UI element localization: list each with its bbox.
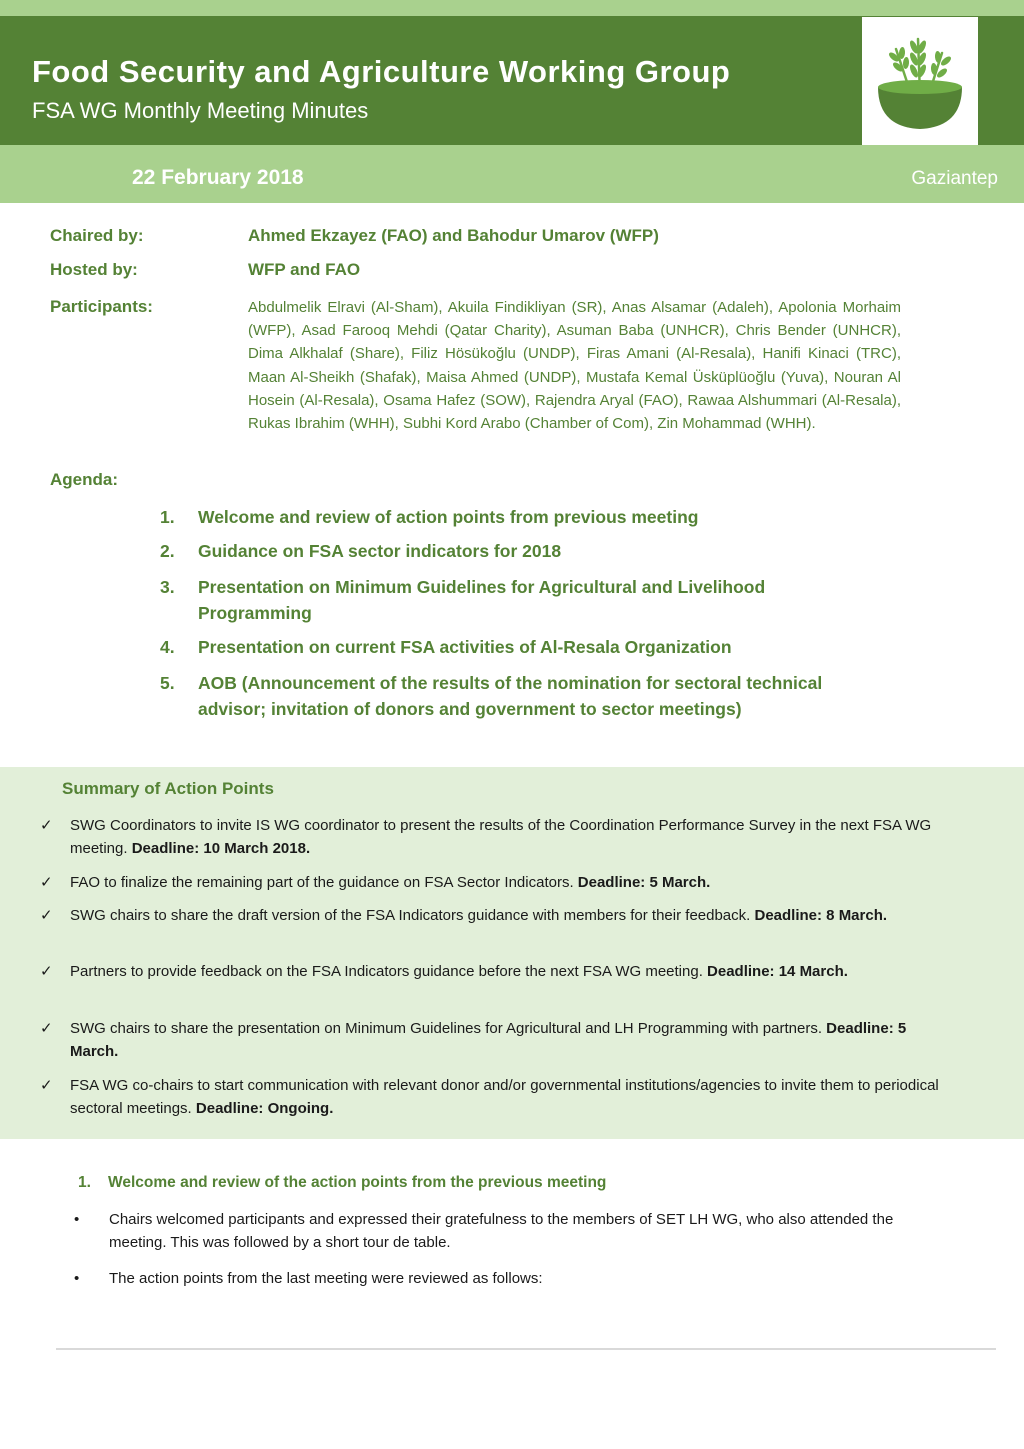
agenda-item-text: Guidance on FSA sector indicators for 2018 [198,541,562,561]
top-accent-strip [0,0,1024,16]
checkmark-icon: ✓ [40,963,53,980]
list-item-text: Chairs welcomed participants and expressed their gratefulness to the members of SET LH WG, who also attended the meeting. This was followed by a short tour de table. [109,1211,894,1251]
list-item-text: The action points from the last meeting were reviewed as follows: [109,1270,543,1287]
action-point-deadline: Deadline: 10 March 2018. [131,840,311,857]
action-points-summary [0,767,1024,1139]
participants-label: Participants: [50,297,153,316]
action-point-deadline: Deadline: 5 March. [577,874,711,891]
meeting-location: Gaziantep [911,168,998,189]
action-point-text: SWG chairs to share the presentation on Minimum Guidelines for Agricultural and LH Programming with partners. Deadline: 5 March. [70,1020,907,1060]
agenda-label: Agenda: [50,470,118,489]
action-point-deadline: Deadline: 5 March. [70,1020,907,1060]
agenda-item-text: Welcome and review of action points from previous meeting [198,507,699,527]
agenda-item-text: AOB (Announcement of the results of the nomination for sectoral technical advisor; invitation of donors and government to sector meetings) [198,673,823,719]
section-number: 1. [78,1174,91,1191]
chaired-by-value: Ahmed Ekzayez (FAO) and Bahodur Umarov (WFP) [248,226,659,245]
agenda-item-number: 4. [160,637,175,657]
action-point-text: FAO to finalize the remaining part of the guidance on FSA Sector Indicators. Deadline: 5 March. [70,874,711,891]
document-subtitle: FSA WG Monthly Meeting Minutes [32,98,369,123]
summary-title: Summary of Action Points [62,779,274,798]
document-title: Food Security and Agriculture Working Group [32,54,731,89]
checkmark-icon: ✓ [40,874,53,891]
footer-divider [56,1348,996,1350]
participants-list: Abdulmelik Elravi (Al-Sham), Akuila Findikliyan (SR), Anas Alsamar (Adaleh), Apolonia Morhaim (WFP), Asad Farooq Mehdi (Qatar Charity), Asuman Baba (UNHCR), Chris Bender (UNHCR), Dima Alkhalaf (Share), Filiz Hösükoğlu (UNDP), Firas Amani (Al-Resala), Hanifi Kinaci (TRC), Maan Al-Sheikh (Shafak), Maisa Ahmed (UNDP), Mustafa Kemal Üsküplüoğlu (Yuva), Nouran Al Hosein (Al-Resala), Osama Hafez (SOW), Rajendra Aryal (FAO), Rawaa Alshummari (Al-Resala), Rukas Ibrahim (WHH), Subhi Kord Arabo (Chamber of Com), Zin Mohammad (WHH). [248,299,901,433]
agenda-item-number: 2. [160,541,175,561]
checkmark-icon: ✓ [40,1077,53,1094]
checkmark-icon: ✓ [40,907,53,924]
action-point-text: SWG Coordinators to invite IS WG coordinator to present the results of the Coordination Performance Survey in the next FSA WG meeting. Deadline: 10 March 2018. [70,817,932,857]
action-point-text: FSA WG co-chairs to start communication with relevant donor and/or governmental institutions/agencies to invite them to periodical sectoral meetings. Deadline: Ongoing. [70,1077,939,1117]
date-location-band [0,145,1024,203]
action-point-text: SWG chairs to share the draft version of the FSA Indicators guidance with members for their feedback. Deadline: 8 March. [70,907,888,924]
agenda-item-number: 3. [160,577,175,597]
section-heading [78,1174,606,1192]
checkmark-icon: ✓ [40,1020,53,1037]
agenda-item-number: 5. [160,673,175,693]
action-point-deadline: Deadline: Ongoing. [195,1100,334,1117]
action-point-deadline: Deadline: 8 March. [754,907,888,924]
checkmark-icon: ✓ [40,817,53,834]
agenda-item-text: Presentation on current FSA activities of Al-Resala Organization [198,637,732,657]
agenda-item-text: Presentation on Minimum Guidelines for Agricultural and Livelihood Programming [198,577,766,623]
action-point-deadline: Deadline: 14 March. [707,963,848,980]
section-title: Welcome and review of the action points from the previous meeting [108,1174,607,1191]
agenda-item-number: 1. [160,507,175,527]
bullet-icon: • [74,1211,80,1228]
hosted-by-value: WFP and FAO [248,260,361,279]
chaired-by-label: Chaired by: [50,226,144,245]
wheat-bowl-icon [862,17,978,145]
bullet-icon: • [74,1270,80,1287]
action-point-text: Partners to provide feedback on the FSA Indicators guidance before the next FSA WG meeting. Deadline: 14 March. [70,963,848,980]
meeting-date: 22 February 2018 [132,166,304,189]
hosted-by-label: Hosted by: [50,260,138,279]
